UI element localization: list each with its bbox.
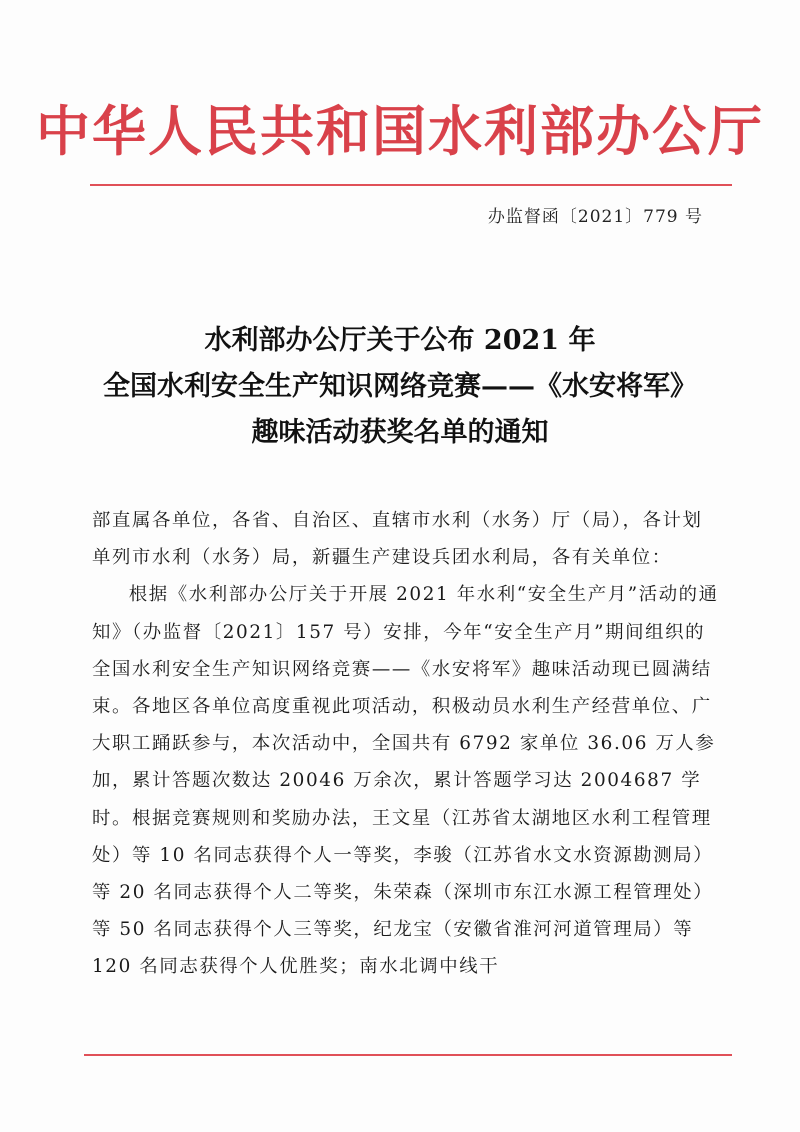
notice-title (0, 318, 800, 456)
notice-body (92, 502, 722, 986)
header-divider-line (90, 184, 732, 186)
notice-title-line-1: 水利部办公厅关于公布 2021 年 (204, 325, 596, 356)
footer-divider-line (84, 1054, 732, 1056)
notice-title-line-3: 趣味活动获奖名单的通知 (251, 417, 549, 448)
notice-title-line-2: 全国水利安全生产知识网络竞赛——《水安将军》 (103, 371, 697, 402)
issuing-organization-header: 中华人民共和国水利部办公厅 (36, 99, 764, 163)
body-paragraph-1: 根据《水利部办公厅关于开展 2021 年水利“安全生产月”活动的通知》（办监督〔2021〕157 号）安排，今年“安全生产月”期间组织的全国水利安全生产知识网络竞赛——《水安将军》趣味活动现已圆满结束。各地区各单位高度重视此项活动，积极动员水利生产经营单位、广大职工踊跃参与，本次活动中，全国共有 6792 家单位 36.06 万人参加，累计答题次数达 20046 万余次，累计答题学习达 2004687 学时。根据竞赛规则和奖励办法，王文星（江苏省太湖地区水利工程管理处）等 10 名同志获得个人一等奖，李骏（江苏省水文水资源勘测局）等 20 名同志获得个人二等奖，朱荣森（深圳市东江水源工程管理处）等 50 名同志获得个人三等奖，纪龙宝（安徽省淮河河道管理局）等 120 名同志获得个人优胜奖；南水北调中线干 (92, 584, 719, 978)
document-number: 办监督函〔2021〕779 号 (487, 207, 703, 227)
salutation: 部直属各单位，各省、自治区、直辖市水利（水务）厅（局），各计划单列市水利（水务）局，新疆生产建设兵团水利局，各有关单位： (92, 510, 703, 569)
